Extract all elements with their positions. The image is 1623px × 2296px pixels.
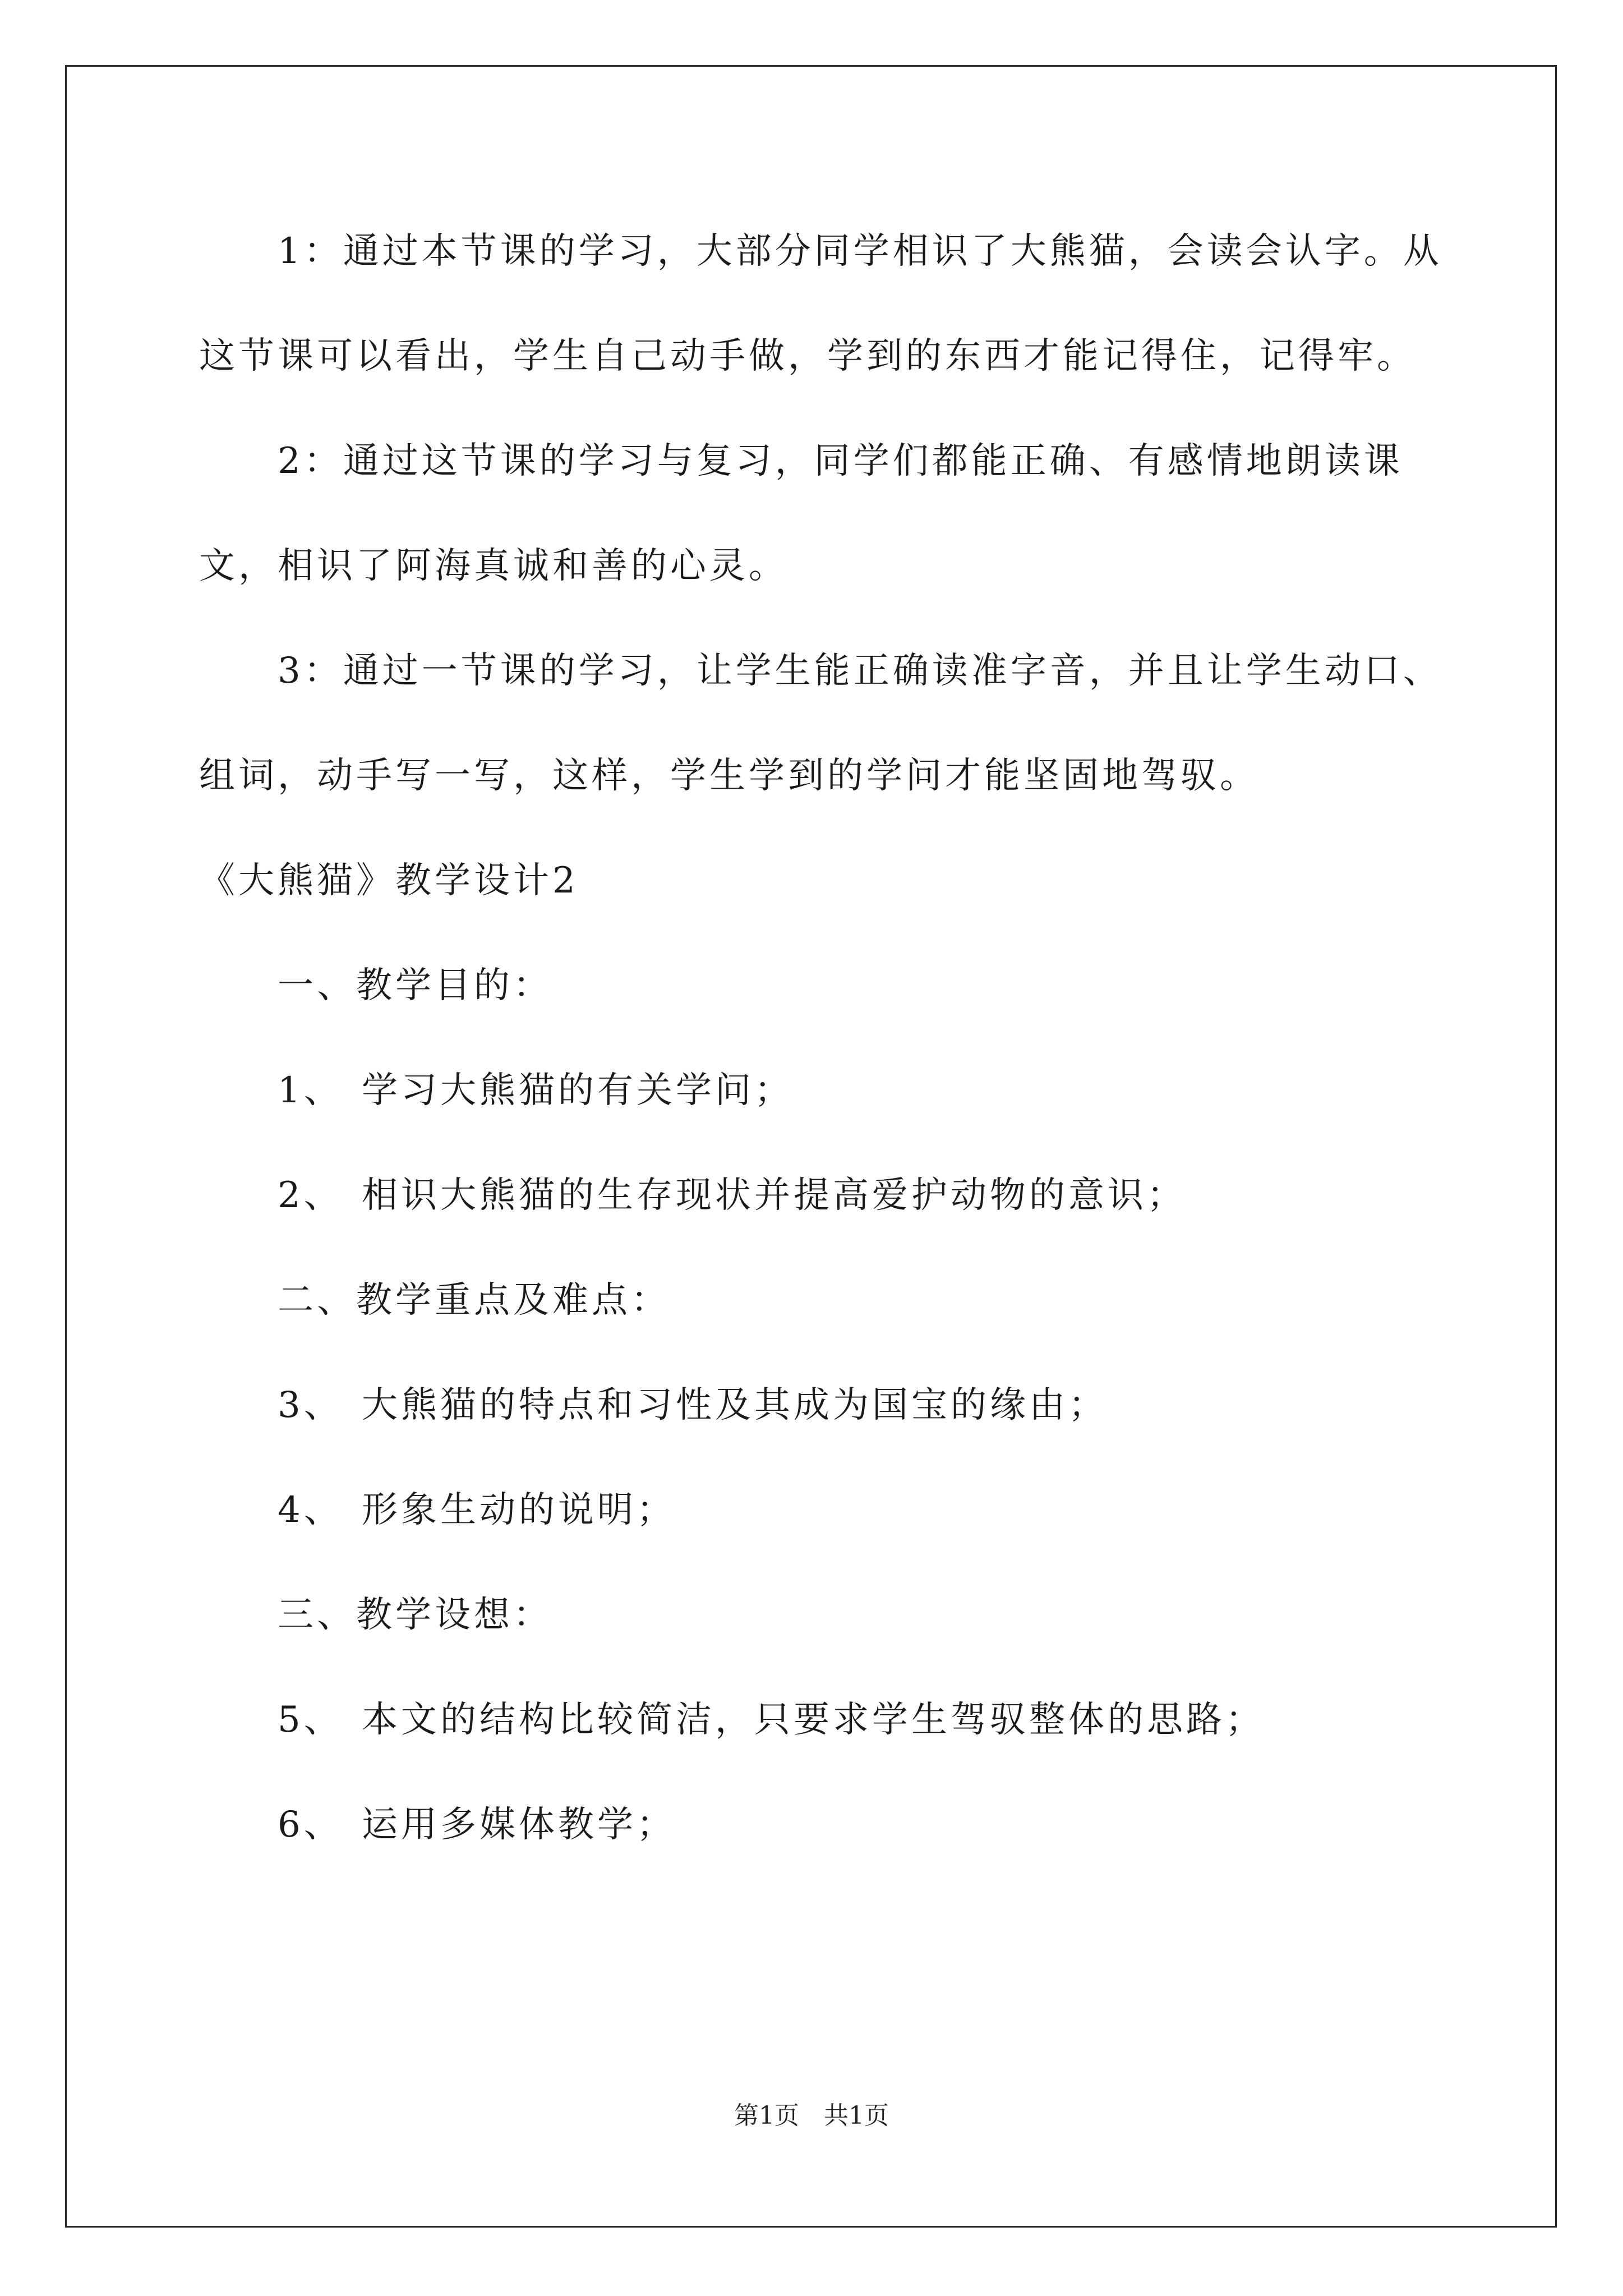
item-number: 5、	[278, 1699, 343, 1741]
outline-heading-2-text: 二、教学重点及难点：	[278, 1280, 670, 1321]
outline-item-6	[199, 1773, 1450, 1878]
paragraph-1: 1：通过本节课的学习，大部分同学相识了大熊猫，会读会认字。从这节课可以看出，学生自己动手做，学到的东西才能记得住，记得牢。	[199, 231, 1442, 377]
outline-item-3	[199, 1353, 1450, 1458]
item-text: 形象生动的说明；	[362, 1489, 676, 1531]
outline-heading-1-text: 一、教学目的：	[278, 965, 552, 1006]
outline-item-5	[199, 1668, 1450, 1773]
outline-item-1	[199, 1038, 1450, 1143]
item-text: 学习大熊猫的有关学问；	[362, 1070, 794, 1111]
outline-heading-1	[199, 933, 1450, 1038]
outline-item-4	[199, 1458, 1450, 1563]
item-text: 运用多媒体教学；	[362, 1804, 676, 1846]
document-body	[199, 199, 1450, 1878]
item-number: 6、	[278, 1804, 343, 1846]
item-number: 2、	[278, 1175, 343, 1216]
outline-heading-3-text: 三、教学设想：	[278, 1594, 552, 1636]
page-footer: 第1页 共1页	[734, 2101, 889, 2130]
item-text: 大熊猫的特点和习性及其成为国宝的缘由；	[362, 1384, 1108, 1426]
item-text: 本文的结构比较简洁，只要求学生驾驭整体的思路；	[362, 1699, 1265, 1741]
paragraph-2: 2：通过这节课的学习与复习，同学们都能正确、有感情地朗读课文，相识了阿海真诚和善的心灵。	[199, 440, 1403, 587]
outline-item-2	[199, 1143, 1450, 1248]
section-title: 《大熊猫》教学设计2	[199, 860, 579, 901]
outline-heading-3	[199, 1563, 1450, 1668]
item-number: 4、	[278, 1489, 343, 1531]
paragraph-3: 3：通过一节课的学习，让学生能正确读准字音，并且让学生动口、组词，动手写一写，这样，学生学到的学问才能坚固地驾驭。	[199, 650, 1442, 797]
item-text: 相识大熊猫的生存现状并提高爱护动物的意识；	[362, 1175, 1186, 1216]
item-number: 3、	[278, 1384, 343, 1426]
item-number: 1、	[278, 1070, 343, 1111]
outline-heading-2	[199, 1248, 1450, 1353]
